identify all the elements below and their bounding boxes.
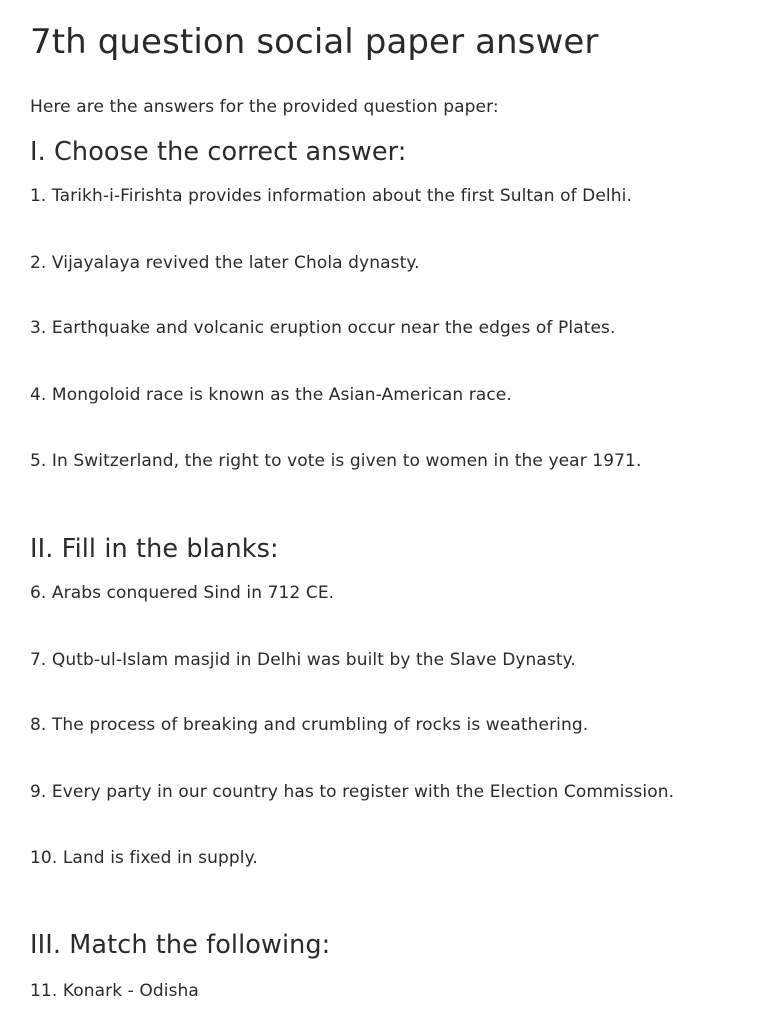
answer-item: 11. Konark - Odisha <box>30 981 199 1001</box>
answer-item: 8. The process of breaking and crumbling of rocks is weathering. <box>30 715 589 735</box>
answer-item: 10. Land is fixed in supply. <box>30 848 258 868</box>
answer-item: 6. Arabs conquered Sind in 712 CE. <box>30 583 335 603</box>
answer-item: 3. Earthquake and volcanic eruption occur near the edges of Plates. <box>30 318 616 338</box>
section-heading-fill-blanks: II. Fill in the blanks: <box>30 534 279 564</box>
answer-item: 7. Qutb-ul-Islam masjid in Delhi was built by the Slave Dynasty. <box>30 650 576 670</box>
answer-item: 9. Every party in our country has to register with the Election Commission. <box>30 782 675 802</box>
answer-item: 4. Mongoloid race is known as the Asian-American race. <box>30 385 512 405</box>
section-heading-match: III. Match the following: <box>30 930 331 960</box>
answer-item: 5. In Switzerland, the right to vote is given to women in the year 1971. <box>30 451 642 471</box>
answer-item: 1. Tarikh-i-Firishta provides information about the first Sultan of Delhi. <box>30 186 632 206</box>
section-heading-choose: I. Choose the correct answer: <box>30 137 407 167</box>
intro-text: Here are the answers for the provided question paper: <box>30 97 499 117</box>
document-title: 7th question social paper answer <box>30 22 599 62</box>
answer-item: 2. Vijayalaya revived the later Chola dynasty. <box>30 253 420 273</box>
